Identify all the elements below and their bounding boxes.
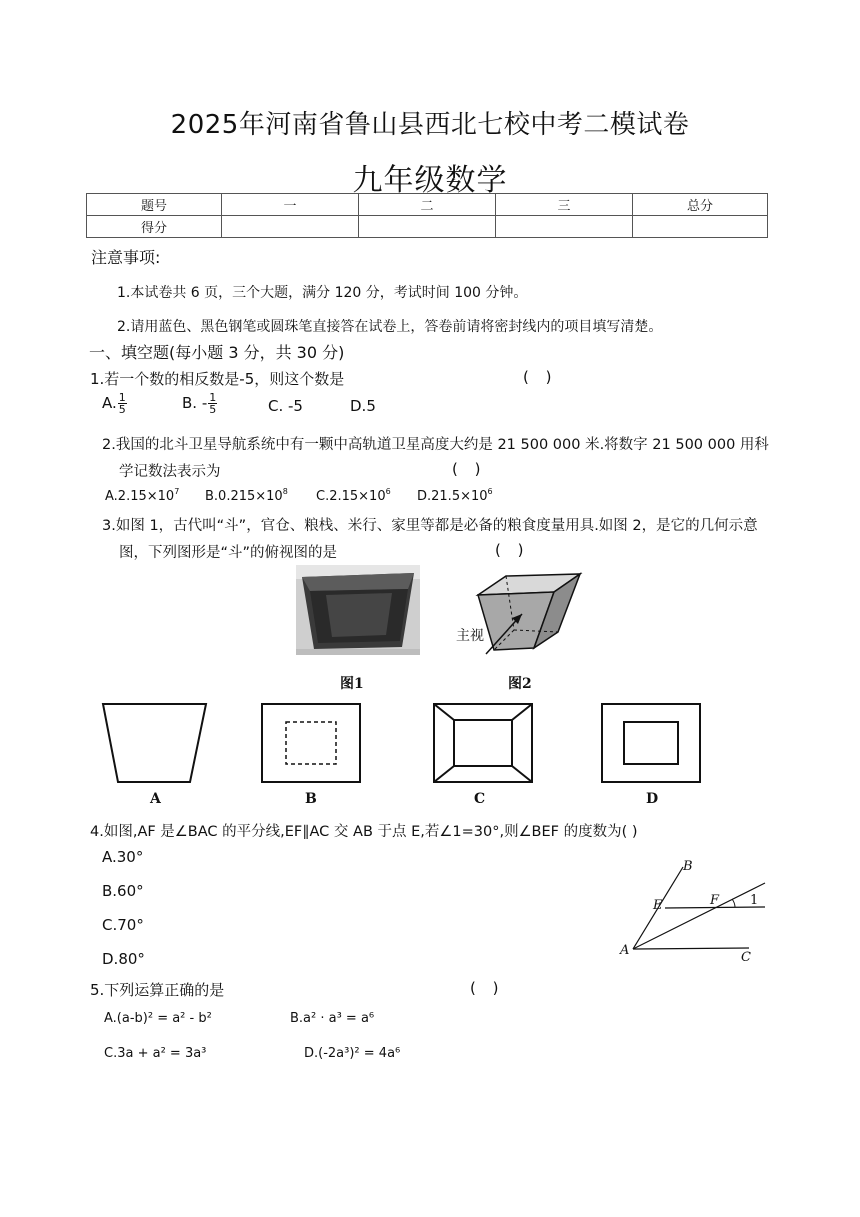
answer-paren[interactable]: ( ) xyxy=(495,541,530,559)
option-a-label: A xyxy=(150,791,161,807)
question-2-stem: 2.我国的北斗卫星导航系统中有一颗中高轨道卫星高度大约是 21 500 000 米.将数字 21 500 000 用科 xyxy=(102,437,769,453)
option-b-label: B xyxy=(305,791,317,807)
score-cell: 得分 xyxy=(87,216,222,238)
option-c-label: C xyxy=(474,791,486,807)
question-5-option-c: C.3a + a² = 3a³ xyxy=(104,1046,207,1061)
question-4-stem: 4.如图,AF 是∠BAC 的平分线,EF∥AC 交 AB 于点 E,若∠1=30°,则∠BEF 的度数为( ) xyxy=(90,824,638,840)
option-c-frustum-top[interactable] xyxy=(430,700,536,786)
question-4-option-b: B.60° xyxy=(102,882,144,900)
question-5-stem: 5.下列运算正确的是 xyxy=(90,981,225,999)
option-d-label: D xyxy=(646,791,659,807)
question-1-option-a xyxy=(102,392,128,415)
point-c-label: C xyxy=(741,950,751,965)
answer-paren[interactable]: ( ) xyxy=(523,368,558,386)
option-prefix: B. - xyxy=(182,394,208,412)
question-2-option-d: $D.21.5\times 10^6$ xyxy=(417,487,493,504)
score-cell: 二 xyxy=(359,194,496,216)
option-b-dashed-square[interactable] xyxy=(258,700,364,786)
score-cell: 一 xyxy=(222,194,359,216)
question-4-option-c: C.70° xyxy=(102,916,144,934)
question-3-stem: 3.如图 1，古代叫“斗”，官仓、粮栈、米行、家里等都是必备的粮食度量用具.如图 2，是它的几何示意 xyxy=(102,518,758,534)
score-table-header-row xyxy=(87,194,768,216)
angle-bisector-diagram xyxy=(615,855,775,965)
answer-paren[interactable]: ( ) xyxy=(470,979,505,997)
score-cell: 三 xyxy=(496,194,633,216)
score-input-cell[interactable] xyxy=(359,216,496,238)
exam-title: 2025年河南省鲁山县西北七校中考二模试卷 xyxy=(170,110,690,140)
score-table-score-row xyxy=(87,216,768,238)
dou-photo-figure xyxy=(296,565,420,655)
point-a-label: A xyxy=(620,943,630,958)
figure-1-caption: 图1 xyxy=(340,676,364,692)
answer-paren[interactable]: ( ) xyxy=(452,460,487,478)
score-cell: 总分 xyxy=(633,194,768,216)
notes-heading: 注意事项: xyxy=(91,248,161,267)
question-4-option-a: A.30° xyxy=(102,848,144,866)
score-input-cell[interactable] xyxy=(496,216,633,238)
question-1-option-b xyxy=(182,392,218,415)
option-a-trapezoid[interactable] xyxy=(100,700,212,786)
question-2-option-a: $A.2.15\times 10^7$ xyxy=(105,487,180,504)
question-5-option-a: A.(a-b)² = a² - b² xyxy=(104,1011,212,1026)
fraction xyxy=(118,392,127,415)
figure-2-caption: 图2 xyxy=(508,676,532,692)
fraction-numerator: 1 xyxy=(209,391,217,404)
question-1-option-d: D.5 xyxy=(350,397,376,415)
option-d-nested-square[interactable] xyxy=(598,700,704,786)
score-table xyxy=(86,193,768,238)
fraction-denominator: 5 xyxy=(209,403,217,416)
question-1-option-c: C. -5 xyxy=(268,397,303,415)
notes-item-2: 2.请用蓝色、黑色钢笔或圆珠笔直接答在试卷上，答卷前请将密封线内的项目填写清楚。 xyxy=(117,319,663,335)
score-cell: 题号 xyxy=(87,194,222,216)
fraction-numerator: 1 xyxy=(118,391,126,404)
question-5-option-d: D.(-2a³)² = 4a⁶ xyxy=(304,1046,401,1061)
angle-1-label: 1 xyxy=(750,893,759,908)
question-2-stem-line2: 学记数法表示为 xyxy=(119,464,221,480)
notes-item-1: 1.本试卷共 6 页，三个大题，满分 120 分，考试时间 100 分钟。 xyxy=(117,285,528,301)
question-1-stem: 1.若一个数的相反数是-5，则这个数是 xyxy=(90,370,345,388)
fraction xyxy=(208,392,217,415)
front-view-label: 主视 xyxy=(456,628,484,644)
exam-subtitle: 九年级数学 xyxy=(352,163,508,198)
point-f-label: F xyxy=(710,893,720,908)
option-prefix: A. xyxy=(102,394,117,412)
score-input-cell[interactable] xyxy=(222,216,359,238)
section-heading: 一、填空题(每小题 3 分，共 30 分) xyxy=(89,343,345,362)
question-2-option-c: $C.2.15\times 10^6$ xyxy=(316,487,391,504)
point-b-label: B xyxy=(683,859,693,874)
question-3-stem-line2: 图，下列图形是“斗”的俯视图的是 xyxy=(119,545,338,561)
question-5-option-b: B.a² · a³ = a⁶ xyxy=(290,1011,375,1026)
fraction-denominator: 5 xyxy=(118,403,126,416)
question-4-option-d: D.80° xyxy=(102,950,145,968)
score-input-cell[interactable] xyxy=(633,216,768,238)
point-e-label: E xyxy=(653,898,663,913)
question-2-option-b: $B.0.215\times 10^8$ xyxy=(205,487,288,504)
